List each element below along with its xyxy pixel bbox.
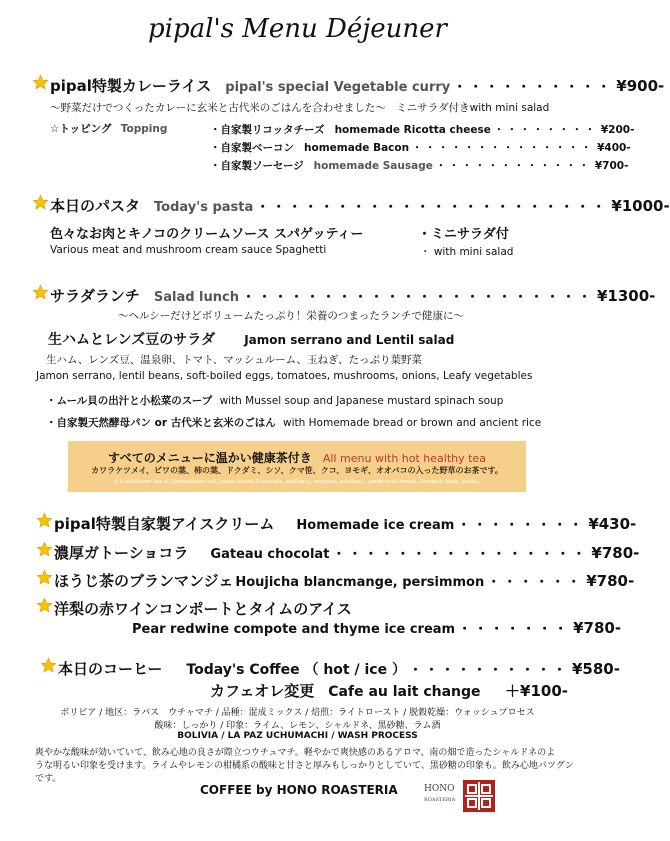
pasta-side-jp: ・ミニサラダ付 xyxy=(418,227,509,242)
salad-heading xyxy=(32,284,656,306)
pasta-name-en: Today's pasta xyxy=(154,200,254,215)
topping-item: ・自家製ソーセージ homemade Sausage ・・・・・・・・・・・・ ¥700- xyxy=(210,160,629,172)
curry-name-jp: pipal特製カレーライス xyxy=(50,77,212,95)
page-title: pipal's Menu Déjeuner xyxy=(148,14,447,44)
coffee-credit: COFFEE by HONO ROASTERIA xyxy=(200,783,398,797)
banner-sub-jp: カワラケツメイ、ビワの葉、柿の葉、ドクダミ、シソ、クマ笹、クコ、ヨモギ、オオバコの入った野草のお茶です。 xyxy=(91,466,503,475)
star-icon xyxy=(32,74,49,91)
leader-dots: ・・・・・・・・・・ xyxy=(453,80,614,95)
salad-price: ¥1300- xyxy=(597,287,656,305)
salad-dish xyxy=(48,329,454,349)
coffee-desc-3: です。 xyxy=(35,774,62,784)
curry-heading xyxy=(32,74,665,96)
star-icon xyxy=(32,284,49,301)
coffee-desc-1: 爽やかな酸味が効いていて、飲み心地の良さが際立つウチュマチ。軽やかで爽快感のあるアロマ、南の畑で造ったシャルドネのよ xyxy=(35,748,556,758)
salad-dish-jp: 生ハムとレンズ豆のサラダ xyxy=(48,332,216,348)
banner-en: All menu with hot healthy tea xyxy=(322,452,486,465)
coffee-price: ¥580- xyxy=(571,660,620,678)
coffee-name-jp: 本日のコーヒー xyxy=(58,660,163,678)
salad-ingredients-en: Jamon serrano, lentil beans, soft-boiled eggs, tomatoes, mushrooms, onions, Leafy vegetables xyxy=(36,370,533,382)
curry-name-en: pipal's special Vegetable curry xyxy=(225,80,451,95)
banner-jp: すべてのメニューに温かい健康茶付き xyxy=(108,451,312,465)
coffee-name-en: Today's Coffee （ hot / ice ） xyxy=(186,662,406,678)
pasta-name-jp: 本日のパスタ xyxy=(50,197,141,215)
salad-name-jp: サラダランチ xyxy=(50,287,140,305)
dessert-row: ほうじ茶のブランマンジェ Houjicha blancmange, persimmon ・・・・・・ ¥780- xyxy=(36,569,568,591)
coffee-info-3: BOLIVIA / LA PAZ UCHUMACHI / WASH PROCESS xyxy=(177,731,418,741)
salad-tagline: 〜ヘルシーだけどボリュームたっぷり！栄養のつまったランチで健康に〜 xyxy=(118,310,464,322)
salad-bread: ・自家製天然酵母パン or 古代米と玄米のごはん with Homemade bread or brown and ancient rice xyxy=(46,417,542,429)
coffee-heading: 本日のコーヒー Today's Coffee （ hot / ice ） ・・・・・・・・・・ ¥580- xyxy=(40,657,568,679)
pasta-side-en: ・ with mini salad xyxy=(420,246,514,258)
salad-dish-en: Jamon serrano and Lentil salad xyxy=(244,333,455,347)
banner-sub-en: It is wildflower tea of ,Kawaratetsu mei, loquat leaves,Kumasada, wolfberry, mugwort, psyllium,.. persimmon leaves, Domestic birds, perilla, xyxy=(114,479,480,485)
pasta-dish-en: Various meat and mushroom cream sauce Spaghetti xyxy=(50,244,327,256)
salad-ingredients-jp: 生ハム、レンズ豆、温泉卵、トマト、マッシュルーム、玉ねぎ、たっぷり葉野菜 xyxy=(46,354,423,366)
topping-item: ・自家製ベーコン homemade Bacon ・・・・・・・・・・・・・・ ¥400- xyxy=(210,142,631,154)
roasteria-logo-text: ROASTERIA xyxy=(424,797,456,803)
star-icon xyxy=(40,657,57,674)
salad-soup: ・ムール貝の出汁と小松菜のスープ with Mussel soup and Japanese mustard spinach soup xyxy=(46,395,504,407)
coffee-info-2: 酸味：しっかり / 印象：ライム、レモン、シャルドネ、黒砂糖、ラム酒 xyxy=(154,721,441,731)
pasta-dish-jp: 色々なお肉とキノコのクリームソース スパゲッティー xyxy=(50,227,364,242)
dessert-row: 洋梨の赤ワインコンポートとタイムのアイス xyxy=(36,597,568,619)
star-icon xyxy=(32,194,49,211)
curry-price: ¥900- xyxy=(616,77,665,95)
star-icon xyxy=(36,597,53,614)
hono-logo-text: HONO xyxy=(424,784,455,794)
topping-item: ・自家製リコッタチーズ homemade Ricotta cheese ・・・・・・・・ ¥200- xyxy=(210,124,635,136)
pasta-heading xyxy=(32,194,670,216)
curry-description: 〜野菜だけでつくったカレーに玄米と古代米のごはんを合わせました〜 ミニサラダ付きwith mini salad xyxy=(50,102,550,114)
coffee-desc-2: うな明るい印象を受けます。ライムやレモンの柑橘系の酸味と甘さと厚みもしっかりとしていて、黒砂糖の印象も。飲み心地バツグン xyxy=(35,761,574,771)
dessert-row: pipal特製自家製アイスクリーム Homemade ice cream ・・・・・・・・ ¥430- xyxy=(36,512,568,534)
salad-name-en: Salad lunch xyxy=(153,290,239,305)
pasta-price: ¥1000- xyxy=(611,197,670,215)
star-icon xyxy=(36,512,53,529)
star-icon xyxy=(36,541,53,558)
topping-label-en: Topping xyxy=(120,123,168,135)
hono-logo-icon xyxy=(463,780,495,812)
leader-dots: ・・・・・・・・・・・・・・・・・・・・・・ xyxy=(241,290,594,305)
coffee-info-1: ボリビア / 地区：ラパス ウチャマチ / 品種：混成ミックス / 焙煎：ライトロースト / 脱穀乾燥：ウォッシュプロセス xyxy=(60,708,535,718)
cafe-au-lait-row: カフェオレ変更 Cafe au lait change ＋¥100- xyxy=(210,682,568,700)
topping-label: ☆トッピング Topping xyxy=(50,123,168,135)
dessert-row: 濃厚ガトーショコラ Gateau chocolat ・・・・・・・・・・・・・・・・ ¥780- xyxy=(36,541,568,563)
tea-banner xyxy=(68,441,526,492)
dessert-row-en: Pear redwine compote and thyme ice cream ・・・・・・・ ¥780- xyxy=(132,619,622,637)
star-icon xyxy=(36,569,53,586)
leader-dots: ・・・・・・・・・・・・・・・・・・・・・・ xyxy=(256,200,609,215)
